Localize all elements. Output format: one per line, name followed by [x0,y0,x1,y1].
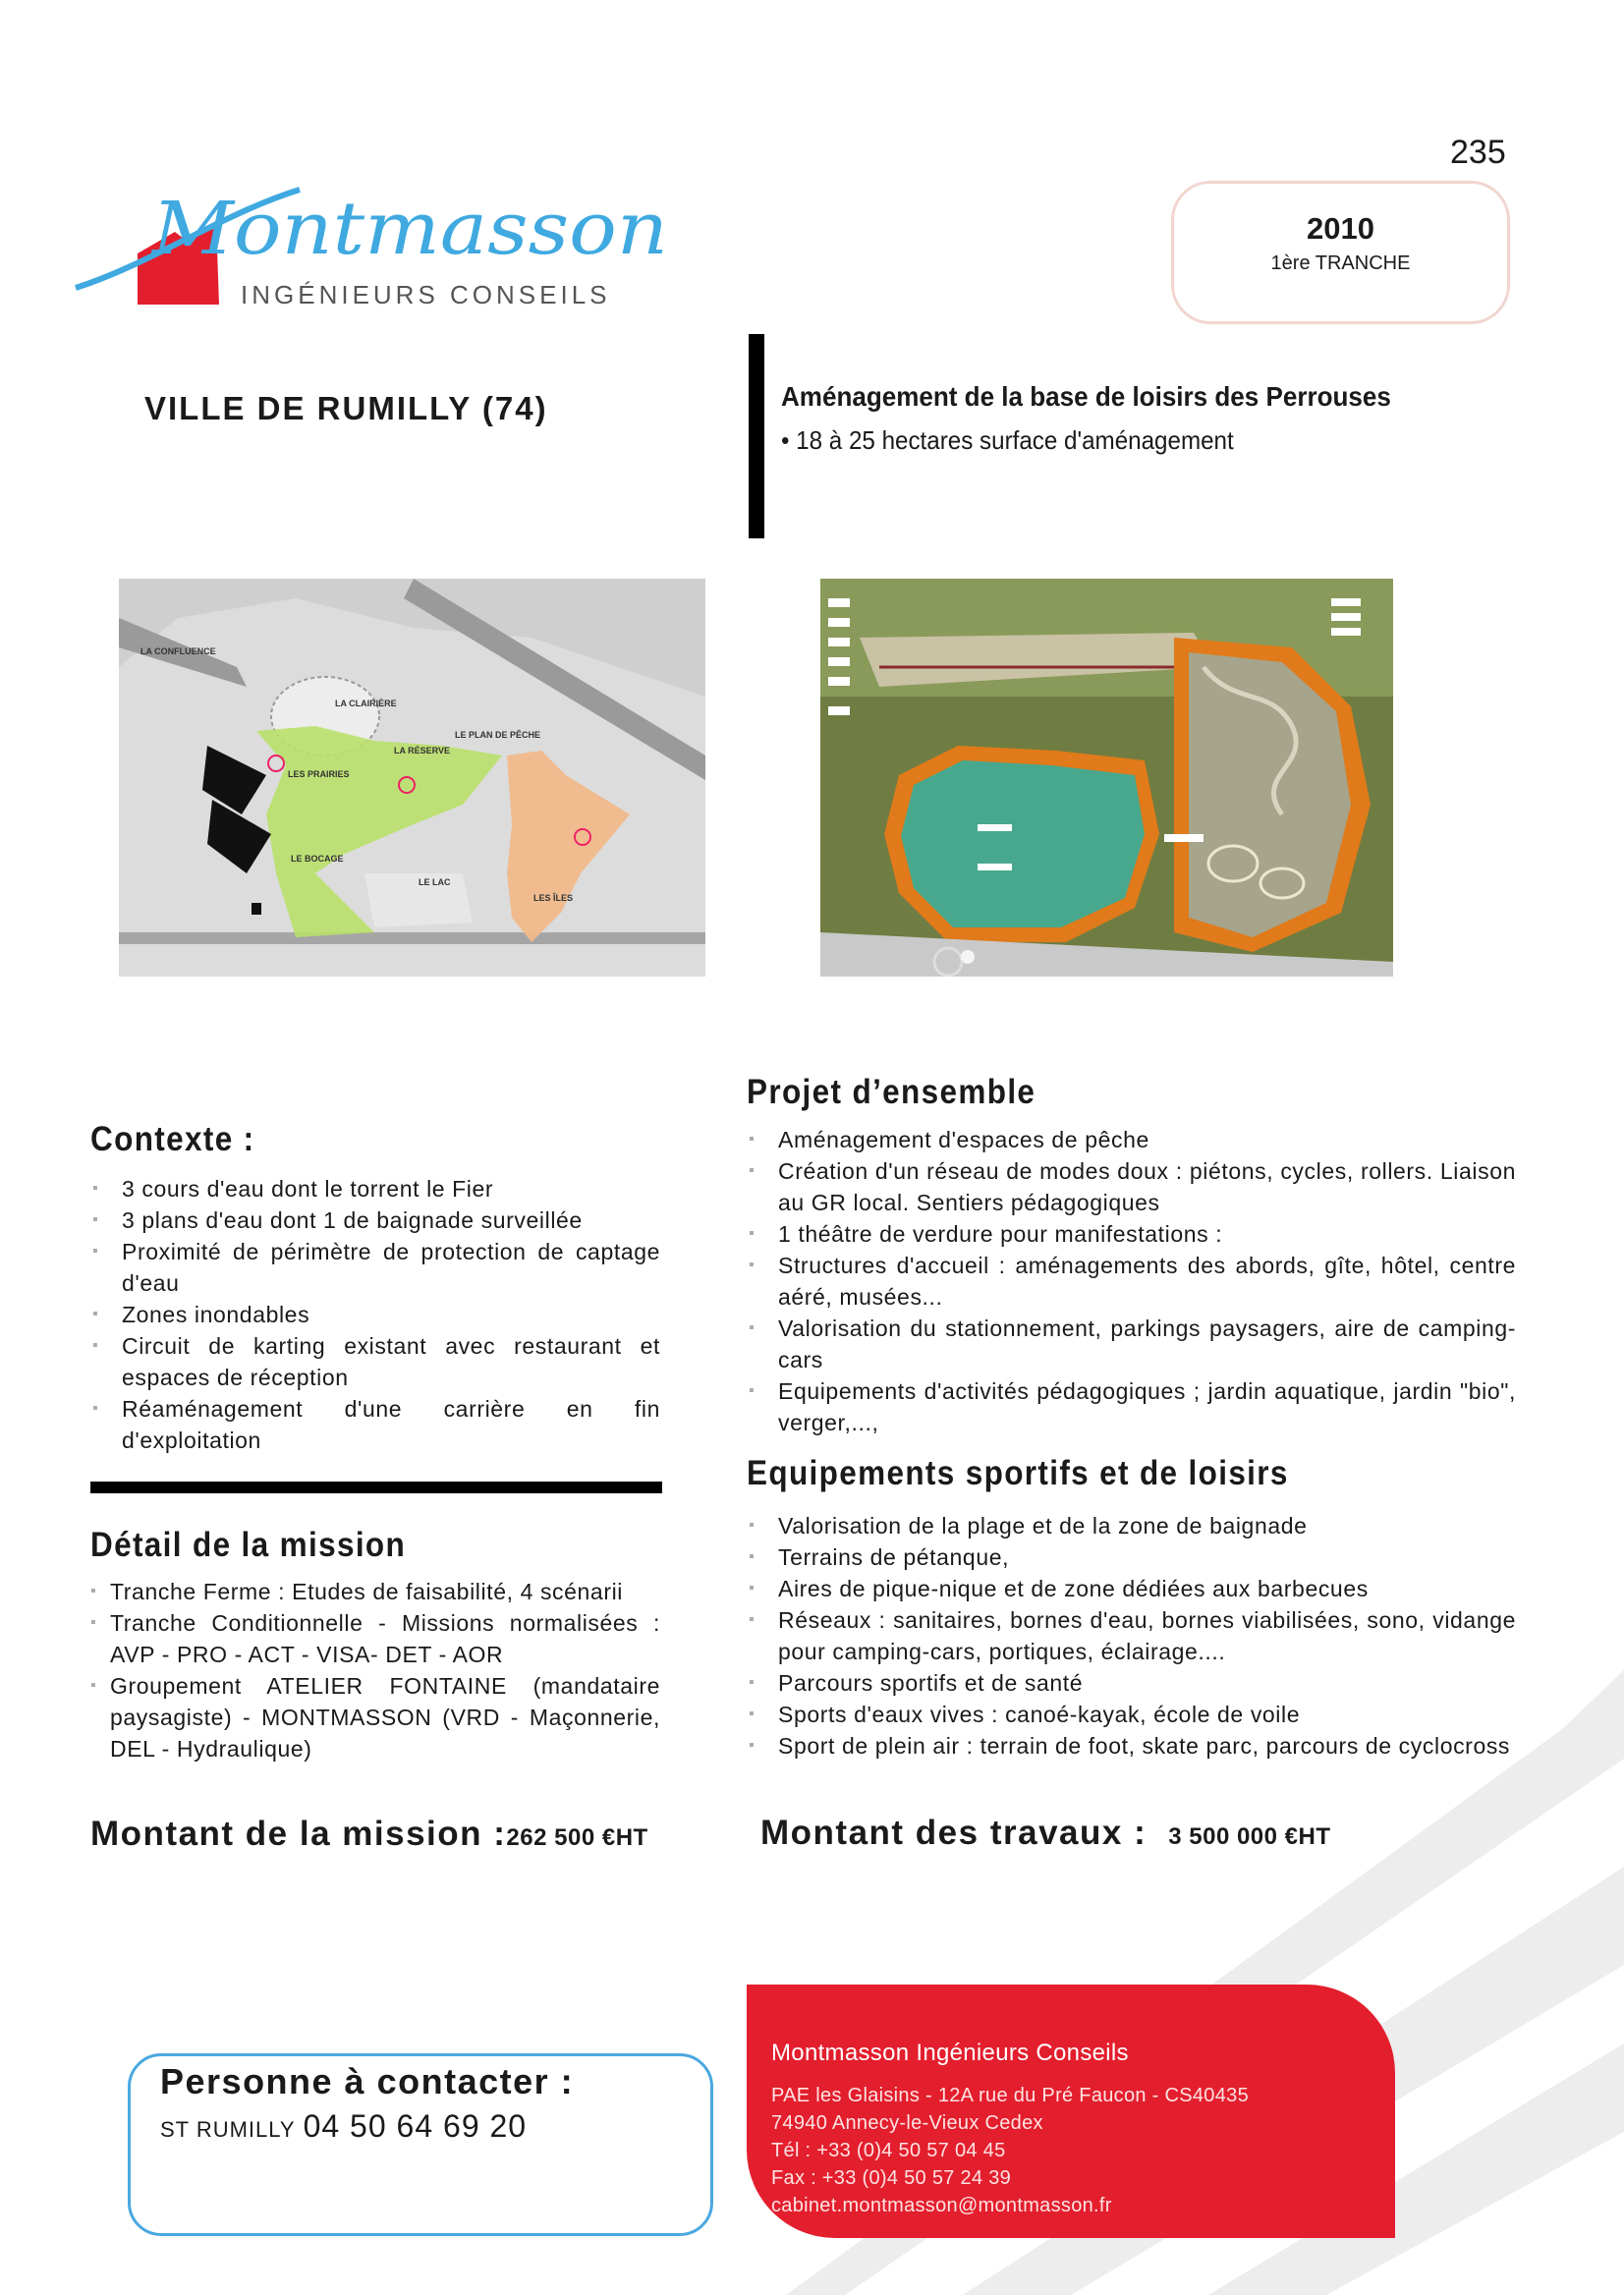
contexte-title: Contexte : [90,1120,255,1158]
montant-travaux-label: Montant des travaux : [760,1814,1148,1852]
plan-label-reserve: LA RÉSERVE [394,746,451,756]
list-item: ▪ Aménagement d'espaces de pêche [747,1124,1516,1155]
logo-graphic [74,175,673,317]
list-item: ▪ 3 cours d'eau dont le torrent le Fier [90,1173,660,1204]
horizontal-divider [90,1482,662,1493]
list-item: ▪ Valorisation de la plage et de la zone de baignade [747,1510,1516,1541]
contact-title: Personne à contacter : [160,2061,575,2101]
plan-label-plan-peche: LE PLAN DE PÊCHE [455,730,541,740]
logo-wordmark: Montmasson [149,187,668,271]
project-year: 2010 [1307,211,1374,246]
plan-label-clairiere: LA CLAIRIÈRE [335,699,397,708]
list-item: ▪ Sports d'eaux vives : canoé-kayak, école de voile [747,1699,1516,1730]
footer-company: Montmasson Ingénieurs Conseils [771,2040,1129,2066]
montant-mission-label: Montant de la mission : [90,1815,507,1853]
list-item: ▪ Tranche Conditionnelle - Missions normalisées : AVP - PRO - ACT - VISA- DET - AOR [90,1607,660,1670]
plan-label-prairies: LES PRAIRIES [288,769,350,779]
client-name: VILLE DE RUMILLY (74) [144,390,548,426]
footer-address-line-1: PAE les Glaisins - 12A rue du Pré Faucon - CS40435 [771,2085,1249,2106]
list-item: ▪ Tranche Ferme : Etudes de faisabilité, 4 scénarii [90,1576,660,1607]
contexte-list [90,1173,660,1456]
list-item: ▪ Réaménagement d'une carrière en fin d'exploitation [90,1393,660,1456]
plan-label-lac: LE LAC [419,877,451,887]
footer-email[interactable]: cabinet.montmasson@montmasson.fr [771,2195,1112,2216]
contact-label: ST RUMILLY [160,2117,296,2142]
montant-mission [90,1815,648,1854]
site-plan-image [119,579,705,977]
contact-line [160,2108,527,2145]
footer-fax: Fax : +33 (0)4 50 57 24 39 [771,2167,1012,2189]
equipements-title: Equipements sportifs et de loisirs [747,1454,1289,1492]
detail-list [90,1576,660,1764]
list-item: ▪ Parcours sportifs et de santé [747,1667,1516,1699]
footer-address-line-2: 74940 Annecy-le-Vieux Cedex [771,2112,1043,2134]
page-number: 235 [1450,134,1506,171]
list-item: ▪ 1 théâtre de verdure pour manifestations : [747,1218,1516,1250]
projet-list [747,1124,1516,1438]
list-item: ▪ Equipements d'activités pédagogiques ; jardin aquatique, jardin "bio", verger,..., [747,1375,1516,1438]
plan-label-iles: LES ÎLES [533,893,574,903]
detail-title: Détail de la mission [90,1526,407,1564]
list-item: ▪ Groupement ATELIER FONTAINE (mandataire paysagiste) - MONTMASSON (VRD - Maçonnerie, DEL - Hydraulique) [90,1670,660,1764]
list-item: ▪ Aires de pique-nique et de zone dédiées aux barbecues [747,1573,1516,1604]
plan-label-confluence: LA CONFLUENCE [140,646,216,656]
footer-tel: Tél : +33 (0)4 50 57 04 45 [771,2140,1006,2161]
list-item: ▪ 3 plans d'eau dont 1 de baignade surveillée [90,1204,660,1236]
aerial-plan-image [820,579,1393,977]
project-tranche: 1ère TRANCHE [1270,252,1411,274]
projet-title: Projet d’ensemble [747,1073,1036,1111]
company-logo [74,175,673,317]
list-item: ▪ Proximité de périmètre de protection de captage d'eau [90,1236,660,1299]
montant-travaux [760,1814,1331,1853]
list-item: ▪ Sport de plein air : terrain de foot, skate parc, parcours de cyclocross [747,1730,1516,1762]
year-box [1171,181,1510,324]
list-item: ▪ Création d'un réseau de modes doux : piétons, cycles, rollers. Liaison au GR local. Sentiers pédagogiques [747,1155,1516,1218]
project-title: Aménagement de la base de loisirs des Perrouses [781,381,1391,412]
plan-label-bocage: LE BOCAGE [291,854,344,864]
list-item: ▪ Zones inondables [90,1299,660,1330]
contact-phone[interactable]: 04 50 64 69 20 [303,2108,528,2144]
list-item: ▪ Structures d'accueil : aménagements des abords, gîte, hôtel, centre aéré, musées... [747,1250,1516,1313]
list-item: ▪ Circuit de karting existant avec restaurant et espaces de réception [90,1330,660,1393]
vertical-divider [749,334,764,538]
list-item: ▪ Valorisation du stationnement, parkings paysagers, aire de camping-cars [747,1313,1516,1375]
project-subtitle: • 18 à 25 hectares surface d'aménagement [781,425,1234,455]
montant-travaux-value: 3 500 000 €HT [1168,1823,1331,1850]
equipements-list [747,1510,1516,1762]
company-footer [747,1985,1395,2238]
list-item: ▪ Terrains de pétanque, [747,1541,1516,1573]
logo-tagline: INGÉNIEURS CONSEILS [241,280,611,309]
montant-mission-value: 262 500 €HT [506,1824,648,1851]
list-item: ▪ Réseaux : sanitaires, bornes d'eau, bornes viabilisées, sono, vidange pour camping-cars, portiques, éclairage.... [747,1604,1516,1667]
